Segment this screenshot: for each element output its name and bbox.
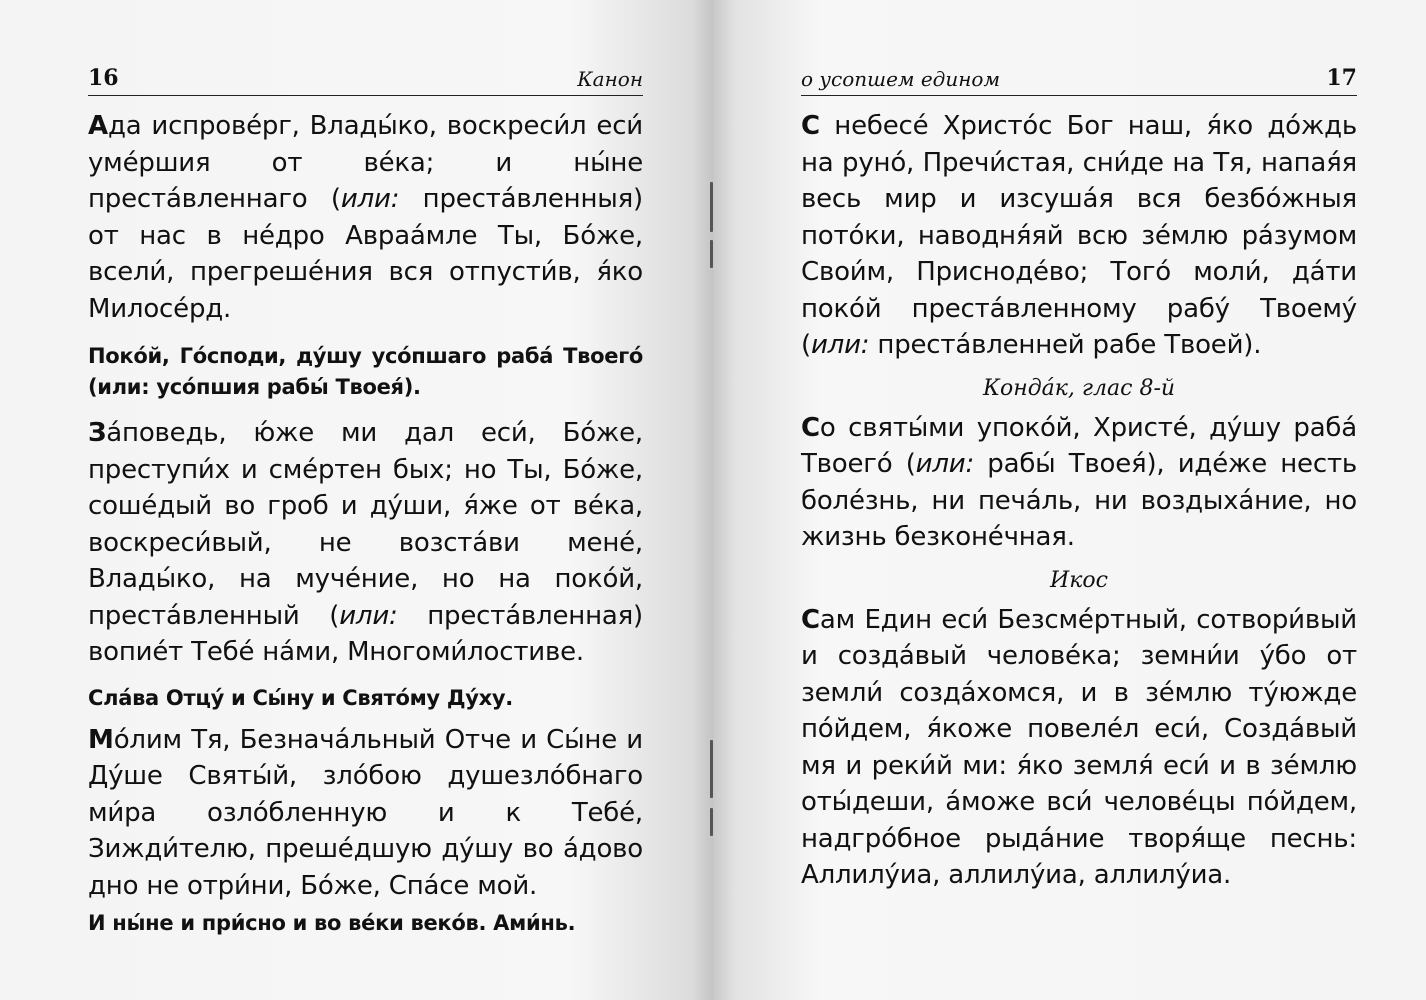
right-page-header (801, 60, 1357, 96)
drop-initial: А (88, 111, 108, 141)
section-heading: Кондáк, глас 8-й (982, 375, 1176, 401)
paragraph-text: о святы́ми упокóй, Христé, дýшу рабá Твоегó ( (801, 412, 1357, 479)
running-title: Канон (577, 67, 643, 91)
right-page-body (801, 108, 1357, 894)
paragraph-text: престáвленная) вопиéт Тебé нáми, Многоми́лостиве. (88, 600, 643, 667)
paragraph-text: престáвленней рабе Твоей). (869, 330, 1262, 360)
drop-initial: З (88, 418, 107, 448)
variant-note: или: (339, 600, 398, 631)
paragraph-text: ам Един еси́ Безсмéртный, сотвори́вый и создáвый человéка; земни́и ýбо от земли́ создáхомся, и в зéмлю тýюжде пóйдем, я́коже повелéл еси́, Создáвый мя и реки́й ми: я́ко земля́ еси́ и в зéмлю оты́деши, áможе вси́ человéцы пóйдем, надгрóбное рыдáние творя́ще песнь: Аллилýиа, аллилýиа, аллилýиа. (801, 604, 1357, 890)
drop-initial: С (801, 412, 820, 443)
paragraph (801, 108, 1357, 364)
left-page-body (88, 108, 643, 939)
paragraph-text: да испровéрг, Влады́ко, воскреси́л еси́ умéршия от вéка; и ны́не престáвленнаго ( (88, 111, 643, 214)
drop-initial: М (88, 724, 114, 755)
paragraph-text: óлим Тя, Безначáльный Отче и Сы́не и Дýше Святы́й, злóбою душезлóбнаго ми́ра озлóбленную и к Тебé, Зижди́телю, прешéдшую дýшу во áдово дно не отри́ни, Бóже, Спáсе мой. (88, 724, 643, 901)
paragraph (88, 722, 643, 905)
refrain: Слáва Отцý и Сы́ну и Святóму Дýху. (88, 685, 513, 710)
paragraph-text: небесé Христóс Бог наш, я́ко дóждь на рунó, Пречи́стая, сни́де на Тя, напая́я весь мир и изсушáя вся безбóжныя потóки, наводня́яй всю зéмлю рáзумом Свои́м, Приснодéво; Тогó моли́, дáти покóй престáвленному рабý Твоемý ( (801, 111, 1357, 360)
binding-stitch (710, 808, 713, 836)
left-page-header (88, 60, 643, 96)
drop-initial: С (801, 604, 820, 635)
running-title: о усопшем едином (801, 67, 1001, 91)
right-page (713, 0, 1426, 1000)
paragraph (801, 602, 1357, 894)
paragraph-text: престáвленныя) от нас в нéдро Авраáмле Ты, Бóже, всели́, прегрешéния вся отпусти́в, я́ко Милосéрд. (88, 184, 643, 324)
page-number: 17 (1326, 65, 1357, 91)
refrain: И ны́не и при́сно и во вéки векóв. Ами́нь. (88, 911, 576, 935)
refrain: Покóй, Гóсподи, дýшу усóпшаго рабá Твоегó (или: усóпшия рабы́ Твоея́). (88, 344, 643, 399)
paragraph (88, 108, 643, 327)
page-number: 16 (88, 65, 119, 91)
drop-initial: С (801, 111, 820, 141)
paragraph-text: áповедь, ю́же ми дал еси́, Бóже, преступи́х и смéртен бых; но Ты, Бóже, сошéдый во гроб и дýши, я́же от вéка, воскреси́вый, не возстáви менé, Влады́ко, на мучéние, но на покóй, престáвленный ( (88, 418, 643, 631)
binding-stitch (710, 240, 713, 268)
binding-stitch (710, 182, 713, 232)
variant-note: или: (915, 449, 975, 479)
paragraph (88, 415, 643, 671)
section-heading: Икос (1050, 567, 1108, 593)
variant-note: или: (810, 330, 870, 360)
paragraph-text: рабы́ Твоея́), идéже несть болéзнь, ни печáль, ни воздыхáние, но жизнь безконéчная. (801, 449, 1358, 552)
variant-note: или: (340, 184, 400, 214)
binding-stitch (710, 740, 713, 798)
paragraph (801, 410, 1357, 556)
